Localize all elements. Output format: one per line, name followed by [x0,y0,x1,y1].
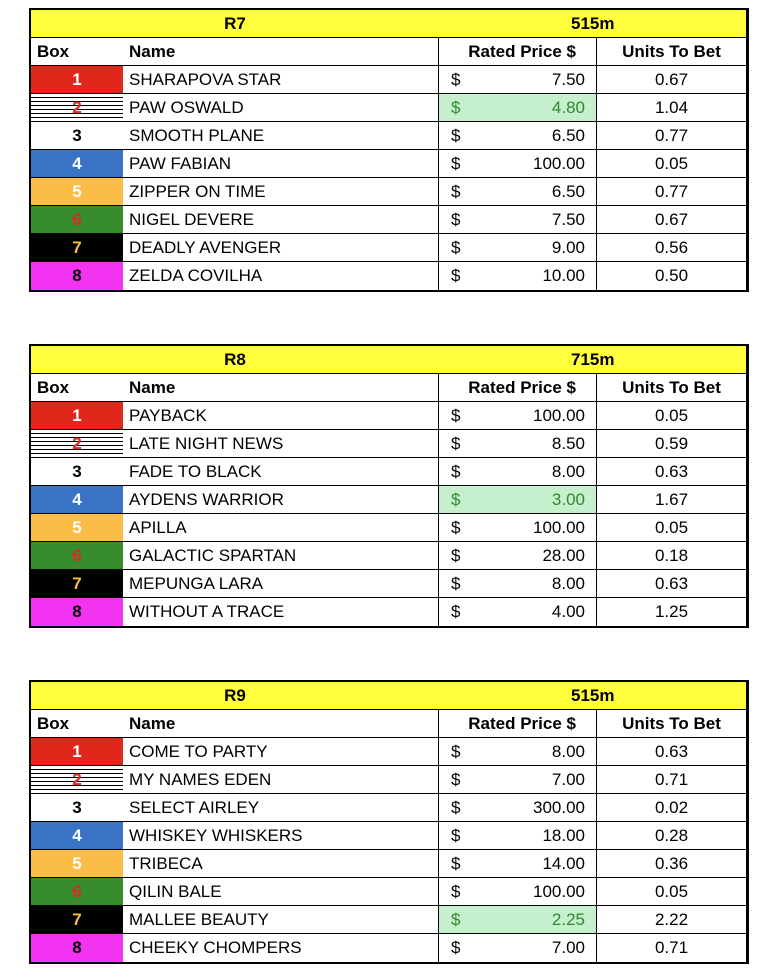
box-number: 5 [31,178,123,206]
rated-price [439,794,597,822]
runner-name: FADE TO BLACK [123,458,439,486]
rated-price [439,542,597,570]
runner-name: DEADLY AVENGER [123,234,439,262]
box-number: 6 [31,878,123,906]
currency-symbol: $ [451,126,461,145]
box-number: 4 [31,486,123,514]
rated-price [439,262,597,290]
rated-price-value: 4.00 [551,602,585,621]
box-number: 4 [31,822,123,850]
rated-price [439,150,597,178]
units-to-bet: 0.77 [597,122,747,150]
runner-name: LATE NIGHT NEWS [123,430,439,458]
currency-symbol: $ [451,154,461,173]
rated-price [439,206,597,234]
runner-name: MEPUNGA LARA [123,570,439,598]
box-number: 5 [31,514,123,542]
column-header-rated-price: Rated Price $ [439,710,597,738]
units-to-bet: 0.77 [597,178,747,206]
rated-price [439,458,597,486]
units-to-bet: 0.50 [597,262,747,290]
box-number: 2 [31,766,123,794]
column-header-units-to-bet: Units To Bet [597,38,747,66]
units-to-bet: 0.63 [597,570,747,598]
race-distance: 515m [439,682,747,710]
units-to-bet: 0.36 [597,850,747,878]
rated-price [439,514,597,542]
box-number: 2 [31,94,123,122]
runner-name: ZELDA COVILHA [123,262,439,290]
rated-price-value: 300.00 [533,798,585,817]
rated-price [439,766,597,794]
race-table-r8 [29,344,749,628]
rated-price [439,878,597,906]
rated-price [439,234,597,262]
rated-price [439,598,597,626]
units-to-bet: 0.67 [597,206,747,234]
currency-symbol: $ [451,826,461,845]
currency-symbol: $ [451,910,461,929]
runner-name: TRIBECA [123,850,439,878]
rated-price [439,66,597,94]
column-header-rated-price: Rated Price $ [439,38,597,66]
box-number: 7 [31,234,123,262]
rated-price-value: 7.50 [551,70,585,89]
currency-symbol: $ [451,742,461,761]
units-to-bet: 0.02 [597,794,747,822]
column-header-box: Box [31,374,123,402]
rated-price-value: 4.80 [551,98,585,117]
runner-name: WHISKEY WHISKERS [123,822,439,850]
rated-price-value: 8.00 [551,462,585,481]
rated-price-value: 6.50 [551,182,585,201]
runner-name: ZIPPER ON TIME [123,178,439,206]
column-header-box: Box [31,710,123,738]
units-to-bet: 0.71 [597,934,747,962]
rated-price-value: 7.00 [551,938,585,957]
rated-price [439,178,597,206]
units-to-bet: 0.18 [597,542,747,570]
currency-symbol: $ [451,70,461,89]
box-number: 1 [31,738,123,766]
units-to-bet: 2.22 [597,906,747,934]
units-to-bet: 0.05 [597,878,747,906]
column-header-rated-price: Rated Price $ [439,374,597,402]
box-number: 8 [31,598,123,626]
rated-price-value: 8.00 [551,742,585,761]
units-to-bet: 0.56 [597,234,747,262]
rated-price-value: 7.50 [551,210,585,229]
rated-price-value: 3.00 [551,490,585,509]
currency-symbol: $ [451,882,461,901]
box-number: 5 [31,850,123,878]
units-to-bet: 0.05 [597,402,747,430]
rated-price [439,822,597,850]
rated-price-value: 18.00 [542,826,585,845]
rated-price [439,402,597,430]
currency-symbol: $ [451,210,461,229]
box-number: 3 [31,122,123,150]
box-number: 8 [31,934,123,962]
currency-symbol: $ [451,98,461,117]
rated-price [439,850,597,878]
runner-name: AYDENS WARRIOR [123,486,439,514]
currency-symbol: $ [451,182,461,201]
rated-price-value: 6.50 [551,126,585,145]
race-distance: 515m [439,10,747,38]
rated-price-value: 100.00 [533,518,585,537]
rated-price-value: 8.50 [551,434,585,453]
rated-price-value: 10.00 [542,266,585,285]
currency-symbol: $ [451,490,461,509]
box-number: 1 [31,402,123,430]
units-to-bet: 0.63 [597,738,747,766]
currency-symbol: $ [451,602,461,621]
units-to-bet: 0.05 [597,514,747,542]
box-number: 3 [31,794,123,822]
runner-name: COME TO PARTY [123,738,439,766]
units-to-bet: 0.63 [597,458,747,486]
rated-price-value: 8.00 [551,574,585,593]
rated-price [439,430,597,458]
runner-name: MALLEE BEAUTY [123,906,439,934]
rated-price [439,934,597,962]
currency-symbol: $ [451,546,461,565]
runner-name: SHARAPOVA STAR [123,66,439,94]
runner-name: SMOOTH PLANE [123,122,439,150]
column-header-name: Name [123,374,439,402]
currency-symbol: $ [451,938,461,957]
rated-price [439,486,597,514]
rated-price-value: 28.00 [542,546,585,565]
units-to-bet: 0.67 [597,66,747,94]
currency-symbol: $ [451,266,461,285]
column-header-units-to-bet: Units To Bet [597,374,747,402]
race-distance: 715m [439,346,747,374]
units-to-bet: 0.28 [597,822,747,850]
runner-name: APILLA [123,514,439,542]
column-header-name: Name [123,710,439,738]
race-number: R7 [31,10,439,38]
currency-symbol: $ [451,238,461,257]
rated-price [439,94,597,122]
rated-price [439,906,597,934]
units-to-bet: 1.04 [597,94,747,122]
runner-name: PAW FABIAN [123,150,439,178]
rated-price [439,122,597,150]
box-number: 7 [31,570,123,598]
currency-symbol: $ [451,854,461,873]
runner-name: NIGEL DEVERE [123,206,439,234]
runner-name: MY NAMES EDEN [123,766,439,794]
rated-price-value: 7.00 [551,770,585,789]
rated-price-value: 100.00 [533,154,585,173]
runner-name: QILIN BALE [123,878,439,906]
rated-price-value: 100.00 [533,882,585,901]
column-header-box: Box [31,38,123,66]
currency-symbol: $ [451,770,461,789]
column-header-units-to-bet: Units To Bet [597,710,747,738]
units-to-bet: 0.05 [597,150,747,178]
rated-price-value: 9.00 [551,238,585,257]
box-number: 8 [31,262,123,290]
rated-price [439,570,597,598]
race-table-r9 [29,680,749,964]
currency-symbol: $ [451,434,461,453]
box-number: 3 [31,458,123,486]
currency-symbol: $ [451,518,461,537]
box-number: 1 [31,66,123,94]
rated-price-value: 14.00 [542,854,585,873]
runner-name: GALACTIC SPARTAN [123,542,439,570]
box-number: 4 [31,150,123,178]
column-header-name: Name [123,38,439,66]
runner-name: CHEEKY CHOMPERS [123,934,439,962]
runner-name: WITHOUT A TRACE [123,598,439,626]
currency-symbol: $ [451,798,461,817]
currency-symbol: $ [451,406,461,425]
runner-name: PAW OSWALD [123,94,439,122]
race-number: R9 [31,682,439,710]
race-table-r7 [29,8,749,292]
currency-symbol: $ [451,462,461,481]
box-number: 6 [31,542,123,570]
rated-price [439,738,597,766]
box-number: 6 [31,206,123,234]
units-to-bet: 1.25 [597,598,747,626]
race-number: R8 [31,346,439,374]
runner-name: SELECT AIRLEY [123,794,439,822]
currency-symbol: $ [451,574,461,593]
units-to-bet: 0.59 [597,430,747,458]
rated-price-value: 100.00 [533,406,585,425]
runner-name: PAYBACK [123,402,439,430]
units-to-bet: 1.67 [597,486,747,514]
box-number: 2 [31,430,123,458]
units-to-bet: 0.71 [597,766,747,794]
rated-price-value: 2.25 [551,910,585,929]
box-number: 7 [31,906,123,934]
